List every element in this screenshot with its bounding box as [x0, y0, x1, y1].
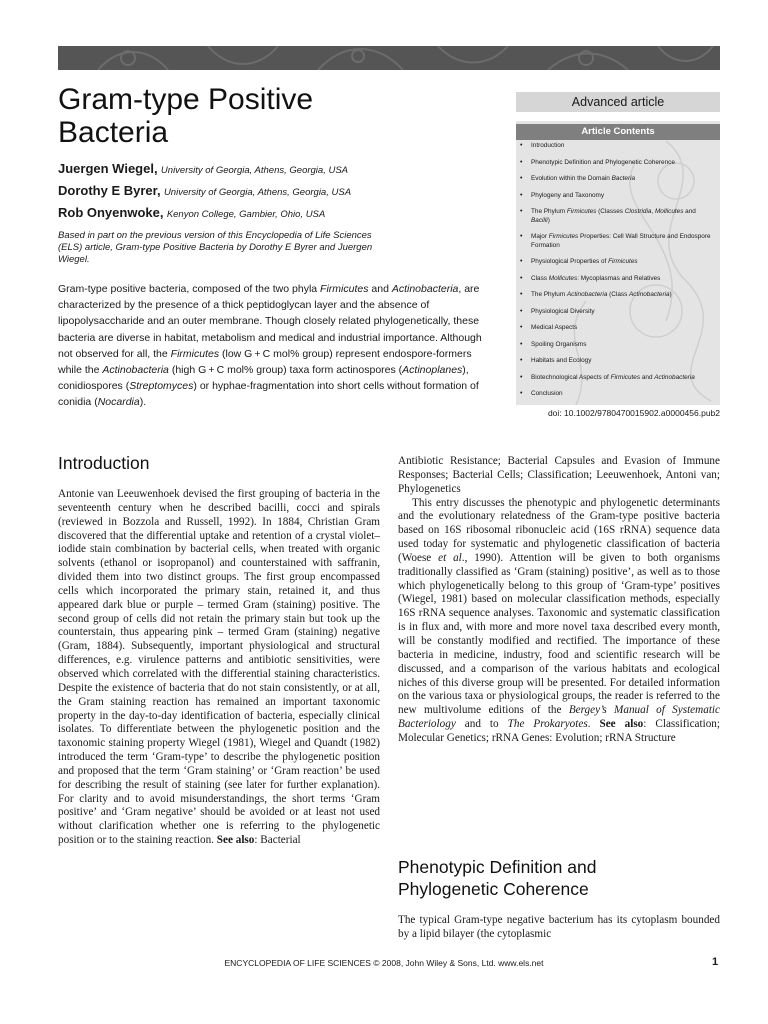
doi[interactable]: doi: 10.1002/9780470015902.a0000456.pub2: [547, 408, 720, 418]
abstract: Gram-type positive bacteria, composed of the two phyla Firmicutes and Actinobacteria, are characterized by the presence of a thick peptidoglycan layer and the absence of lipopolysaccharide and an outer membrane. Though closely related phylogenetically, these bacteria are diverse in habitat, metabolism and medical and industrial importance. Although not observed for all, the Firmicutes (low G + C mol% group) represent endospore-formers while the Actinobacteria (high G + C mol% group) taxa form actinospores (Actinoplanes), conidiospores (Streptomyces) or hyphae-fragmentation into short cells without formation of conidia (Nocardia).: [58, 283, 482, 409]
see-also-continued: Antibiotic Resistance; Bacterial Capsules and Evasion of Immune Responses; Bacterial Cells; Classification; Leeuwenhoek, Antoni van; Phylogenetics: [398, 455, 720, 495]
toc-item[interactable]: • Class Mollicutes: Mycoplasmas and Relatives: [520, 274, 661, 282]
phenotypic-paragraph-container: [398, 914, 720, 942]
article-title: [58, 83, 488, 149]
toc-item[interactable]: • The Phylum Firmicutes (Classes Clostridia, Mollicutes and Bacilli): [520, 208, 696, 224]
author-affiliation: University of Georgia, Athens, Georgia, USA: [163, 187, 352, 198]
article-contents-heading: Article Contents: [516, 124, 720, 140]
author-affiliation: Kenyon College, Gambier, Ohio, USA: [166, 209, 326, 220]
phenotypic-heading: Phenotypic Definition and Phylogenetic Coherence: [398, 857, 597, 899]
author-3: [58, 205, 325, 223]
header-decorative-bar: [58, 46, 720, 70]
toc-item[interactable]: • Medical Aspects: [520, 324, 578, 331]
toc-item[interactable]: • Phylogeny and Taxonomy: [520, 191, 605, 199]
advanced-article-label: Advanced article: [516, 92, 720, 112]
author-1: [58, 161, 348, 179]
table-of-contents: [518, 142, 716, 407]
title-line-2: Bacteria: [58, 116, 169, 149]
author-name: Dorothy E Byrer,: [58, 183, 161, 198]
phenotypic-paragraph: The typical Gram-type negative bacterium has its cytoplasm bounded by a lipid bilayer (the cytoplasmic: [398, 914, 720, 940]
toc-item[interactable]: • Major Firmicutes Properties: Cell Wall Structure and Endospore Formation: [520, 233, 711, 249]
toc-item[interactable]: • Introduction: [520, 142, 565, 149]
author-name: Juergen Wiegel,: [58, 161, 158, 176]
toc-item[interactable]: • Conclusion: [520, 390, 563, 397]
page-number: 1: [712, 956, 719, 968]
footer-text: ENCYCLOPEDIA OF LIFE SCIENCES © 2008, John Wiley & Sons, Ltd. www.els.net: [224, 958, 544, 968]
toc-item[interactable]: • Physiological Properties of Firmicutes: [520, 258, 638, 265]
right-column: [398, 455, 720, 746]
toc-item[interactable]: • Biotechnological Aspects of Firmicutes and Actinobacteria: [520, 373, 695, 381]
swirl-pattern-graphic: [58, 46, 720, 70]
toc-item[interactable]: • The Phylum Actinobacteria (Class Actinobacteria): [520, 291, 672, 298]
scope-paragraph: This entry discusses the phenotypic and phylogenetic determinants and the evolutionary relatedness of the Gram-type positive bacteria based on 16S ribosomal ribonucleic acid (16S rRNA) sequence data used today for systematic and phylogenetic classification of bacteria (Woese et al., 1990). Attention will be given to both organisms traditionally classified as ‘Gram (staining) positive’, as well as to those which phylogenetically belong to this group of ‘Gram-type’ positives (Wiegel, 1981) based on molecular classification methods, especially 16S rRNA sequence analyses. Taxonomic and systematic classification is in flux and, with more and more novel taxa described every month, will be constantly modified and rectified. The importance of these bacteria in medicine, industry, food and scientific research will be discussed, and a comparison of the various habitats and ecological niches of this diverse group will be presented. For detailed information on the various taxa or physiological groups, the reader is referred to the new multivolume editions of the Bergey’s Manual of Systematic Bacteriology and to The Prokaryotes. See also: Classification; Molecular Genetics; rRNA Genes: Evolution; rRNA Structure: [398, 496, 721, 744]
toc-item[interactable]: • Physiological Diversity: [520, 307, 595, 315]
toc-item[interactable]: • Spoiling Organisms: [520, 340, 587, 348]
author-name: Rob Onyenwoke,: [58, 205, 164, 220]
left-column: [58, 488, 380, 848]
toc-item[interactable]: • Evolution within the Domain Bacteria: [520, 175, 636, 182]
previous-version-note: Based in part on the previous version of this Encyclopedia of Life Sciences (ELS) article, Gram-type Positive Bacteria by Dorothy E Byrer and Juergen Wiegel.: [58, 230, 373, 265]
introduction-heading: Introduction: [58, 453, 150, 473]
author-2: [58, 183, 351, 201]
author-affiliation: University of Georgia, Athens, Georgia, USA: [160, 165, 349, 176]
title-line-1: Gram-type Positive: [58, 83, 314, 116]
toc-item[interactable]: • Habitats and Ecology: [520, 357, 592, 364]
intro-paragraph: Antonie van Leeuwenhoek devised the first grouping of bacteria in the seventeenth century when he described bacilli, cocci and spirals (reviewed in Bozzola and Russell, 1992). In 1884, Christian Gram discovered that the differential uptake and retention of a crystal violet–iodide stain combination by bacterial cells, when treated with organic solvents (ethanol or isopropanol) and counterstained with saffranin, divided them into two distinct groups. The first group encompassed cells which incorporated the primary stain, retained it, and thus appeared dark blue or purple – termed Gram (staining) positive. The second group of cells did not retain the primary stain but took up the counterstain, thus appearing pink – termed Gram (staining) negative (Gram, 1884). Subsequently, important physiological and structural differences, e.g. virulence patterns and antibiotic sensitivities, were observed which correlated with the differential staining characteristics. Despite the existence of bacteria that do not stain consistently, or at all, the Gram staining reaction has remained an important taxonomic property in the day-to-day identification of bacteria, especially clinical isolates. To differentiate between the phylogenetic position and the taxonomic staining property Wiegel (1981), Wiegel and Quandt (1982) introduced the term ‘Gram-type’ to describe the phylogenetic position and proposed that the term ‘Gram staining’ or ‘Gram reaction’ be used for describing the result of staining (see later for further explanation). For clarity and to avoid misunderstandings, the short terms ‘Gram positive’ and ‘Gram negative’ should be avoided or at least not used without clarification whether one is referring to the phylogenetic position or to the staining reaction. See also: Bacterial: [58, 488, 380, 847]
toc-item[interactable]: • Phenotypic Definition and Phylogenetic Coherence: [520, 158, 675, 166]
